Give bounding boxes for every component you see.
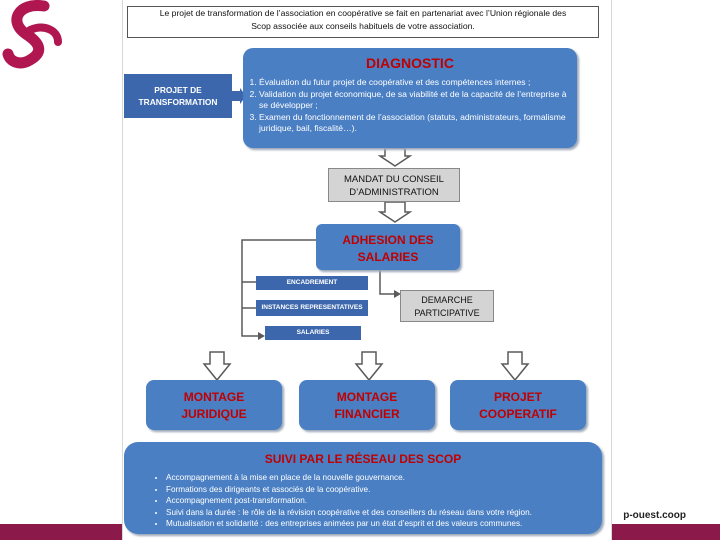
mandat-box <box>328 168 460 202</box>
sub-item-salaries: SALARIES <box>265 326 361 340</box>
projet-cooperatif-box <box>450 380 586 430</box>
intro-line-1: Le projet de transformation de l’association en coopérative se fait en partenariat avec l’Union régionale des <box>159 8 567 18</box>
montage-financier-line-2: FINANCIER <box>334 407 400 421</box>
demarche-line-1: DEMARCHE <box>421 295 473 305</box>
sub-item-instances: INSTANCES REPRESENTATIVES <box>256 300 368 316</box>
intro-line-2: Scop associée aux conseils habituels de votre association. <box>251 21 475 31</box>
projet-cooperatif-line-1: PROJET <box>493 390 542 404</box>
montage-juridique-line-1: MONTAGE <box>183 390 245 404</box>
suivi-item-2: • Formations des dirigeants et associés de la coopérative. <box>166 484 592 496</box>
sub-item-encadrement: ENCADREMENT <box>256 276 368 290</box>
suivi-item-5: • Mutualisation et solidarité : des entreprises animées par un état d’esprit et des valeurs communes. <box>166 518 592 530</box>
projet-cooperatif-line-2: COOPERATIF <box>479 407 557 421</box>
diagnostic-item-3: 3. Examen du fonctionnement de l’association (statuts, administrateurs, formalisme juridique, bail, fiscalité…). <box>259 112 567 135</box>
montage-financier-line-1: MONTAGE <box>336 390 398 404</box>
projet-line-1: PROJET DE <box>154 85 202 95</box>
suivi-box <box>124 442 602 534</box>
demarche-box <box>400 290 494 322</box>
suivi-title: SUIVI PAR LE RÉSEAU DES SCOP <box>264 452 462 466</box>
diagnostic-item-1: 1. Évaluation du futur projet de coopérative et des compétences internes ; <box>259 77 567 89</box>
projet-transformation-box <box>124 74 232 118</box>
diagnostic-box <box>243 48 577 148</box>
suivi-item-3: • Accompagnement post-transformation. <box>166 495 592 507</box>
diagnostic-item-2: 2. Validation du projet économique, de sa viabilité et de la capacité de l’entreprise à se développer ; <box>259 89 567 112</box>
demarche-line-2: PARTICIPATIVE <box>414 308 480 318</box>
montage-juridique-line-2: JURIDIQUE <box>181 407 247 421</box>
montage-juridique-box <box>146 380 282 430</box>
footer-url[interactable]: p-ouest.coop <box>623 510 686 521</box>
projet-line-2: TRANSFORMATION <box>138 97 218 107</box>
mandat-line-1: MANDAT DU CONSEIL <box>344 174 444 185</box>
mandat-line-2: D’ADMINISTRATION <box>349 187 439 198</box>
adhesion-box <box>316 224 460 270</box>
suivi-item-4: • Suivi dans la durée : le rôle de la révision coopérative et des conseillers du réseau dans votre région. <box>166 507 592 519</box>
montage-financier-box <box>299 380 435 430</box>
suivi-item-1: • Accompagnement à la mise en place de la nouvelle gouvernance. <box>166 472 592 484</box>
diagnostic-title: DIAGNOSTIC <box>366 55 454 71</box>
adhesion-line-2: SALARIES <box>357 250 419 264</box>
adhesion-line-1: ADHESION DES <box>342 233 434 247</box>
